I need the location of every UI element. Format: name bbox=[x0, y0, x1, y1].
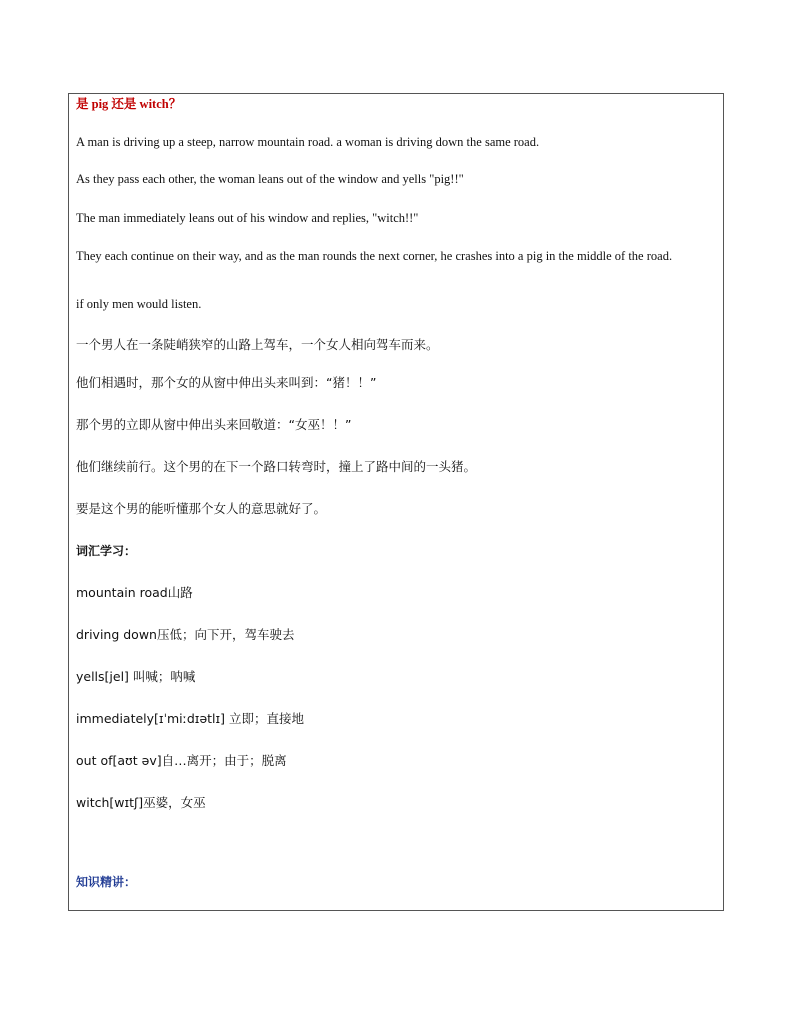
vocab-heading: 词汇学习： bbox=[76, 544, 137, 558]
chinese-line-2: 他们相遇时，那个女的从窗中伸出头来叫到：“猪！！” bbox=[76, 375, 377, 390]
story-title: 是 pig 还是 witch？ bbox=[76, 97, 182, 111]
chinese-line-5: 要是这个男的能听懂那个女人的意思就好了。 bbox=[76, 501, 327, 516]
english-line-4: They each continue on their way, and as the man rounds the next corner, he crashes into a pig in the middle of the road. bbox=[76, 249, 673, 263]
vocab-item-3: yells[jel] 叫喊；呐喊 bbox=[76, 669, 196, 684]
english-line-3: The man immediately leans out of his window and replies, "witch!!" bbox=[76, 211, 419, 225]
chinese-line-4: 他们继续前行。这个男的在下一个路口转弯时，撞上了路中间的一头猪。 bbox=[76, 459, 477, 474]
vocab-item-1: mountain road山路 bbox=[76, 585, 193, 600]
english-line-1: A man is driving up a steep, narrow mountain road. a woman is driving down the same road. bbox=[76, 135, 540, 149]
vocab-item-2: driving down压低；向下开，驾车驶去 bbox=[76, 627, 295, 642]
chinese-line-3: 那个男的立即从窗中伸出头来回敬道：“女巫！！” bbox=[76, 417, 352, 432]
english-line-2: As they pass each other, the woman leans out of the window and yells "pig!!" bbox=[76, 172, 464, 186]
content-box bbox=[68, 93, 724, 911]
chinese-line-1: 一个男人在一条陡峭狭窄的山路上驾车，一个女人相向驾车而来。 bbox=[76, 337, 439, 352]
english-line-5: if only men would listen. bbox=[76, 297, 202, 311]
vocab-item-4: immediately[ɪˈmiːdɪətlɪ] 立即；直接地 bbox=[76, 711, 305, 726]
knowledge-heading: 知识精讲： bbox=[76, 875, 137, 889]
vocab-item-6: witch[wɪtʃ]巫婆，女巫 bbox=[76, 795, 206, 810]
vocab-item-5: out of[aʊt əv]自…离开；由于；脱离 bbox=[76, 753, 287, 768]
